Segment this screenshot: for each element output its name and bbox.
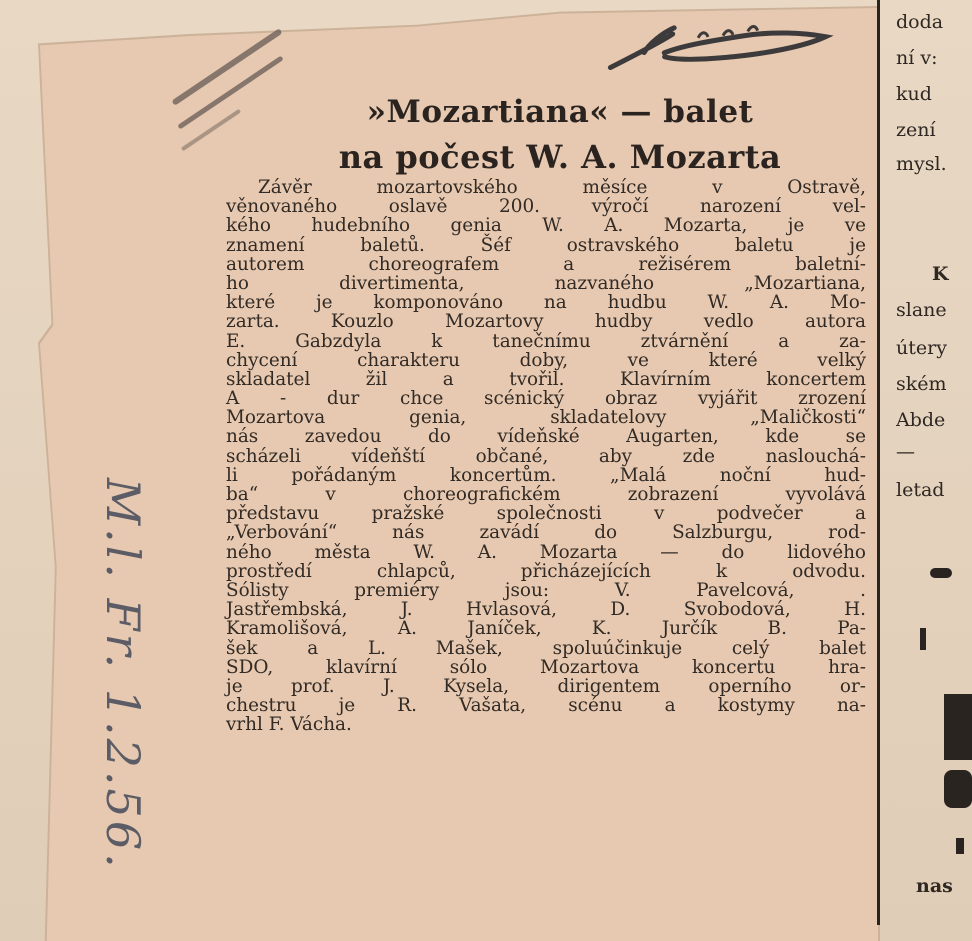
adjacent-column-line: ském — [896, 373, 947, 395]
adjacent-column-line: nas — [916, 875, 953, 897]
ink-mark — [944, 694, 972, 760]
article-line: znamení baletů. Šéf ostravského baletu je — [226, 234, 866, 256]
article-line: skladatel žil a tvořil. Klavírním koncertem — [226, 368, 866, 390]
article-line: Kramolišová, A. Janíček, K. Jurčík B. Pa- — [226, 618, 866, 640]
article-line: nás zavedou do vídeňské Augarten, kde se — [226, 426, 866, 448]
article-line: ho divertimenta, nazvaného „Mozartiana, — [226, 272, 866, 294]
headline-line-1: »Mozartiana« — balet — [366, 94, 754, 130]
article-line: autorem choreografem a režisérem baletní- — [226, 253, 866, 275]
article-line: „Verbování“ nás zavádí do Salzburgu, rod- — [226, 522, 866, 544]
handwritten-margin-note: M.l. Fr. 1.2.56. — [96, 478, 150, 871]
article-body — [226, 178, 866, 734]
article-line: E. Gabzdyla k tanečnímu ztvárnění a za- — [226, 330, 866, 352]
adjacent-column-line: útery — [896, 337, 947, 359]
article-line: li pořádaným koncertům. „Malá noční hud- — [226, 464, 866, 486]
column-divider — [877, 0, 880, 925]
ink-mark — [930, 568, 952, 578]
article-line: ného města W. A. Mozarta — do lidového — [226, 541, 866, 563]
adjacent-column-line: mysl. — [896, 153, 947, 175]
article-line: představu pražské společnosti v podvečer a — [226, 503, 866, 525]
article-line: ba“ v choreografickém zobrazení vyvolává — [226, 484, 866, 505]
article-line: scházeli vídeňští občané, aby zde naslouchá- — [226, 445, 866, 467]
adjacent-column-line: ní v: — [896, 47, 938, 69]
article-line: A - dur chce scénický obraz vyjářit zrození — [226, 388, 866, 410]
adjacent-column-line: K — [932, 263, 949, 285]
article-line: Mozartova genia, skladatelovy „Maličkosti“ — [226, 407, 866, 429]
article-line: šek a L. Mašek, spoluúčinkuje celý balet — [226, 637, 866, 659]
adjacent-column-line: zení — [896, 119, 936, 141]
article-line: chycení charakteru doby, ve které velký — [226, 349, 866, 371]
article-line: chestru je R. Vašata, scénu a kostymy na- — [226, 695, 866, 717]
ink-mark — [944, 770, 972, 808]
adjacent-column-line: doda — [896, 11, 944, 33]
adjacent-column-line: letad — [896, 479, 945, 501]
article-line: Sólisty premiéry jsou: V. Pavelcová, . — [226, 579, 866, 601]
ink-mark — [920, 628, 926, 650]
article-line: SDO, klavírní sólo Mozartova koncertu hra- — [226, 656, 866, 678]
article-line: je prof. J. Kysela, dirigentem operního or- — [226, 675, 866, 697]
ink-mark — [956, 838, 964, 854]
adjacent-column-line: Abde — [896, 409, 946, 431]
adjacent-column-line: — — [896, 441, 915, 463]
article-line: Jastřembská, J. Hvlasová, D. Svobodová, H. — [226, 599, 866, 621]
headline-line-2: na počest W. A. Mozarta — [338, 138, 782, 176]
adjacent-column-line: kud — [896, 83, 932, 105]
article-line: vrhl F. Vácha. — [226, 714, 352, 736]
article-line: prostředí chlapců, přicházejících k odvodu. — [226, 560, 866, 582]
article-line: zarta. Kouzlo Mozartovy hudby vedlo autora — [226, 311, 866, 333]
adjacent-column-line: slane — [896, 299, 947, 321]
article-line: které je komponováno na hudbu W. A. Mo- — [226, 292, 866, 314]
article-line: kého hudebního genia W. A. Mozarta, je ve — [226, 215, 866, 237]
article-line: věnovaného oslavě 200. výročí narození vel- — [226, 196, 866, 218]
article-line: Závěr mozartovského měsíce v Ostravě, — [258, 177, 866, 198]
